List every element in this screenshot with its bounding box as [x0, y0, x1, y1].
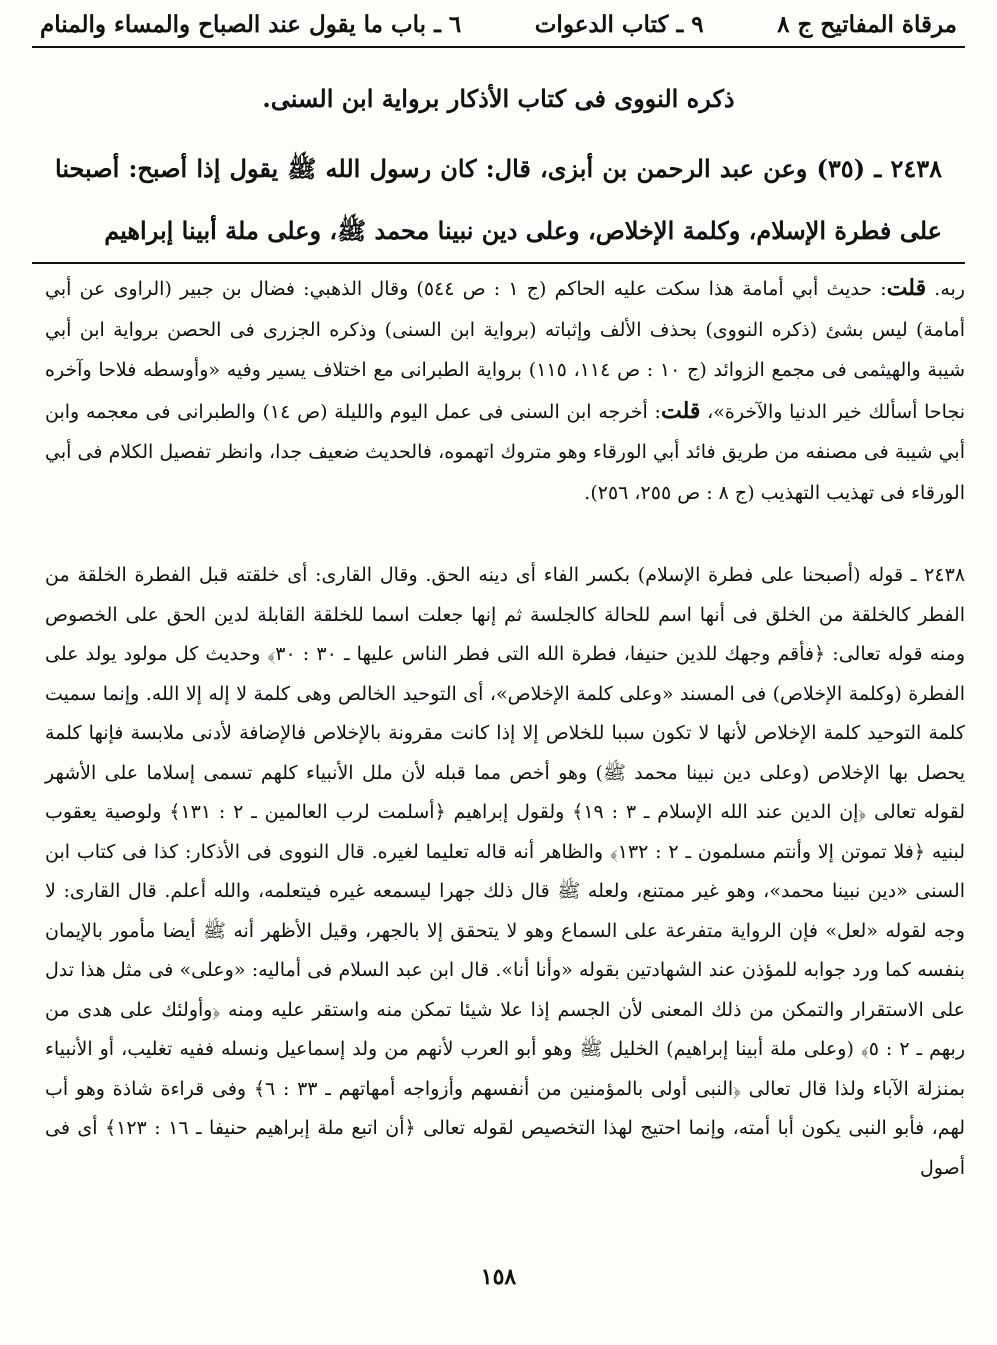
- footnote-text-2: : أخرجه ابن السنى فى عمل اليوم والليلة (ص ١٤) والطبرانى فى معجمه وابن أبي شيبة فى مصنفه من طريق فائد أبي الورقاء وهو متروك اتهموه، فالحديث ضعيف جدا، وانظر تفصيل الكلام فى أبي الورقاء فى تهذيب التهذيب (ج ٨ : ص ٢٥٥، ٢٥٦).: [45, 400, 965, 504]
- footnote-qult-label: قلت: [886, 275, 927, 301]
- footnote-section: ربه. قلت: حديث أبي أمامة هذا سكت عليه الحاكم (ج ١ : ص ٥٤٤) وقال الذهبي: فضال بن جبير (الراوى عن أبي أمامة) ليس بشئ (ذكره النووى) بحذف الألف وإثباته (برواية ابن السنى) وذكره الجزرى فى الحصن برواية ابن أبي شيبة والهيثمى فى مجمع الزوائد (ج ١٠ : ص ١١٤، ١١٥) برواية الطبرانى مع اختلاف يسير وفيه «وأوسطه فلاحا وآخره نجاحا أسألك خير الدنيا والآخرة»، قلت: أخرجه ابن السنى فى عمل اليوم والليلة (ص ١٤) والطبرانى فى معجمه وابن أبي شيبة فى مصنفه من طريق فائد أبي الورقاء وهو متروك اتهموه، فالحديث ضعيف جدا، وانظر تفصيل الكلام فى أبي الورقاء فى تهذيب التهذيب (ج ٨ : ص ٢٥٥، ٢٥٦).: [45, 275, 966, 504]
- footnote-text: : حديث أبي أمامة هذا سكت عليه الحاكم (ج ١ : ص ٥٤٤) وقال الذهبي: فضال بن جبير (الراوى عن أبي أمامة) ليس بشئ (ذكره النووى) بحذف الألف وإثباته (برواية ابن السنى) وذكره الجزرى فى الحصن برواية ابن أبي شيبة والهيثمى فى مجمع الزوائد (ج ١٠ : ص ١١٤، ١١٥) برواية الطبرانى مع اختلاف يسير وفيه «وأوسطه فلاحا وآخره نجاحا أسألك خير الدنيا والآخرة»: [45, 278, 966, 423]
- commentary-text: ٢٤٣٨ ـ قوله (أصبحنا على فطرة الإسلام) بكسر الفاء أى دينه الحق. وقال القارى: أى خلقته قبل الفطرة الخلقة من الفطر كالخلقة من الخلق فى أنها اسم للحالة كالجلسة ثم إنها جعلت اسما للخلقة القابلة لدين الحق على الخصوص ومنه قوله تعالى: ﴿فأقم وجهك للدين حنيفا، فطرة الله التى فطر الناس عليها ـ ٣٠ : ٣٠﴾ وحديث كل مولود يولد على الفطرة (وكلمة الإخلاص) فى المسند «وعلى كلمة الإخلاص»، أى التوحيد الخالص وهى كلمة لا إله إلا الله. وإنما سميت كلمة التوحيد كلمة الإخلاص لأنها لا تكون سببا للخلاص إلا إذا كانت مقرونة بالإخلاص فالإضافة لأدنى ملابسة فإنها كلمة يحصل بها الإخلاص (وعلى دين نبينا محمد ﷺ) وهو أخص مما قبله لأن ملل الأنبياء كلهم تسمى إسلاما على الأشهر لقوله تعالى ﴿إن الدين عند الله الإسلام ـ ٣ : ١٩﴾ ولقول إبراهيم ﴿أسلمت لرب العالمين ـ ٢ : ١٣١﴾ ولوصية يعقوب لبنيه ﴿فلا تموتن إلا وأنتم مسلمون ـ ٢ : ١٣٢﴾ والظاهر أنه قاله تعليما لغيره. قال النووى فى الأذكار: كذا فى كتاب ابن السنى «دين نبينا محمد»، وهو غير ممتنع، ولعله ﷺ قال ذلك جهرا ليسمعه غيره فيتعلمه، والله أعلم. قال القارى: لا وجه لقوله «لعل» فإن الرواية متفرعة على السماع وهو لا يتحقق إلا بالجهر، وقيل الأظهر أنه ﷺ أيضا مأمور بالإيمان بنفسه كما ورد جوابه للمؤذن عند الشهادتين بقوله «وأنا أنا». قال ابن عبد السلام فى أماليه: «وعلى» فى مثل هذا تدل على الاستقرار والتمكن من ذلك المعنى لأن الجسم إذا علا شيئا تمكن منه واستقر عليه ومنه ﴿وأولئك على هدى من ربهم ـ ٢ : ٥﴾ (وعلى ملة أبينا إبراهيم) الخليل ﷺ وهو أبو العرب لأنهم من ولد إسماعيل ونسله ففيه تغليب، أو الأنبياء بمنزلة الآباء ولذا قال تعالى ﴿النبى أولى بالمؤمنين من أنفسهم وأزواجه أمهاتهم ـ ٣٣ : ٦﴾ وفى قراءة شاذة وهو أب لهم، فأبو النبى يكون أبا أمته، وإنما احتيج لهذا التخصيص لقوله تعالى ﴿أن اتبع ملة إبراهيم حنيفا ـ ١٦ : ١٢٣﴾ أى فى أصول: [45, 564, 966, 1179]
- hadith-intro-line: ذكره النووى فى كتاب الأذكار برواية ابن السنى.: [262, 84, 735, 113]
- header-volume-title: مرقاة المفاتيح ج ٨: [777, 10, 957, 38]
- hadith-text: ٢٤٣٨ ـ (٣٥) وعن عبد الرحمن بن أبزى، قال: كان رسول الله ﷺ يقول إذا أصبح: أصبحنا على فطرة الإسلام، وكلمة الإخلاص، وعلى دين نبينا محمد ﷺ، وعلى ملة أبينا إبراهيم: [55, 154, 942, 245]
- page-number: ١٥٨: [480, 1264, 517, 1290]
- running-header: [40, 4, 957, 44]
- footnote-lead: ربه.: [934, 278, 965, 300]
- header-book-title: ٩ ـ كتاب الدعوات: [534, 10, 704, 38]
- header-chapter-title: ٦ ـ باب ما يقول عند الصباح والمساء والمنام: [40, 10, 462, 38]
- footnote-qult-label-2: قلت: [660, 397, 701, 424]
- hadith-section: [55, 80, 942, 262]
- header-rule: [32, 46, 965, 48]
- section-separator: [32, 262, 965, 264]
